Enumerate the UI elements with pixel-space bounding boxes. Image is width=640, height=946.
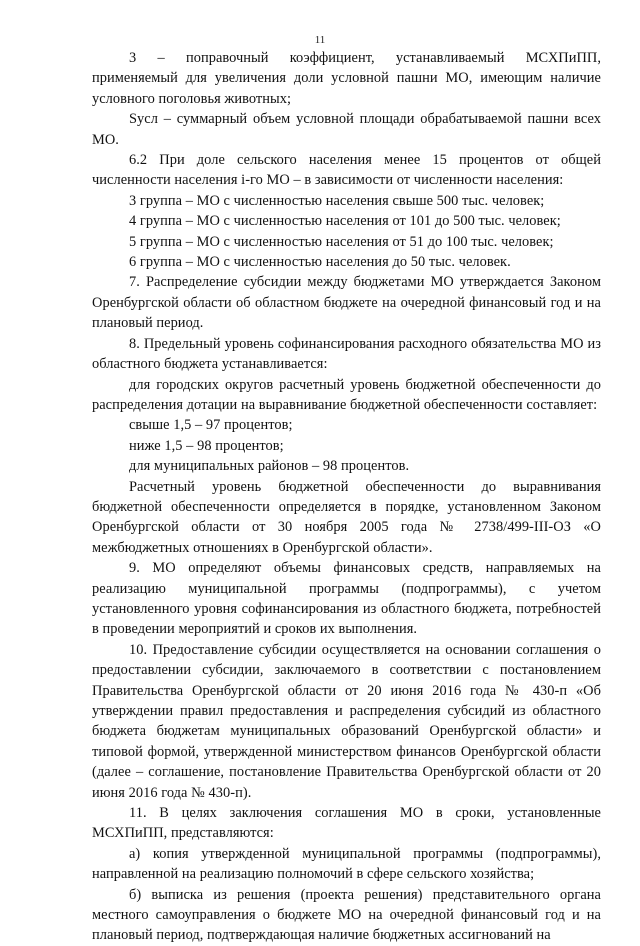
list-item-group-3: 3 группа – МО с численностью населения свыше 500 тыс. человек; — [129, 192, 545, 209]
list-item-below-1-5: ниже 1,5 – 98 процентов; — [129, 437, 284, 454]
page-number: 11 — [314, 34, 326, 46]
list-item-group-4: 4 группа – МО с численностью населения от 101 до 500 тыс. человек; — [129, 213, 561, 230]
list-item-municipal-districts: для муниципальных районов – 98 процентов. — [129, 458, 410, 475]
paragraph-6-2: 6.2 При доле сельского населения менее 15 процентов от общей численности населения i-го МО – в зависимости от численности населения: — [92, 152, 601, 189]
paragraph-11: 11. В целях заключения соглашения МО в сроки, установленные МСХПиПП, представляются: — [92, 805, 601, 842]
paragraph-9: 9. МО определяют объемы финансовых средств, направляемых на реализацию муниципальной программы (подпрограммы), с учетом установленного уровня софинансирования из областного бюджета, потребностей в проведении мероприятий и сроков их выполнения. — [92, 560, 601, 638]
paragraph-calculated-level: Расчетный уровень бюджетной обеспеченности до выравнивания бюджетной обеспеченности определяется в порядке, установленном Законом Оренбургской области от 30 ноября 2005 года № 2738/499-III-ОЗ «О межбюджетных отношениях в Оренбургской области». — [92, 478, 601, 556]
paragraph-8: 8. Предельный уровень софинансирования расходного обязательства МО из областного бюджета устанавливается: — [92, 335, 601, 373]
list-item-b: б) выписка из решения (проекта решения) представительного органа местного самоуправления о бюджете МО на очередной финансовый год и на плановый период, подтверждающая наличие бюджетных ассигнований на — [92, 886, 601, 944]
paragraph-coefficient: 3 – поправочный коэффициент, устанавливаемый МСХПиПП, применяемый для увеличения доли условной пашни МО, имеющим наличие условного поголовья животных; — [92, 50, 601, 107]
list-item-group-6: 6 группа – МО с численностью населения до 50 тыс. человек. — [129, 254, 511, 271]
list-item-group-5: 5 группа – МО с численностью населения от 51 до 100 тыс. человек; — [129, 233, 554, 250]
paragraph-7: 7. Распределение субсидии между бюджетами МО утверждается Законом Оренбургской области об областном бюджете на очередной финансовый год и на плановый период. — [92, 274, 601, 332]
paragraph-10: 10. Предоставление субсидии осуществляется на основании соглашения о предоставлении субсидии, заключаемого в соответствии с постановлением Правительства Оренбургской области от 20 июня 2016 года № 430-п «Об утверждении правил предоставления и распределения субсидий из областного бюджета бюджетам муниципальных образований Оренбургской области» и типовой формой, утвержденной министерством финансов Оренбургской области (далее – соглашение, постановление Правительства Оренбургской области от 20 июня 2016 года № 430-п). — [92, 641, 601, 801]
document-body — [92, 48, 601, 946]
paragraph-s-usl: Sусл – суммарный объем условной площади обрабатываемой пашни всех МО. — [92, 111, 601, 148]
list-item-above-1-5: свыше 1,5 – 97 процентов; — [129, 417, 293, 434]
list-item-a: а) копия утвержденной муниципальной программы (подпрограммы), направленной на реализацию полномочий в сфере сельского хозяйства; — [92, 845, 601, 883]
paragraph-urban-districts: для городских округов расчетный уровень бюджетной обеспеченности до распределения дотации на выравнивание бюджетной обеспеченности составляет: — [92, 376, 601, 413]
